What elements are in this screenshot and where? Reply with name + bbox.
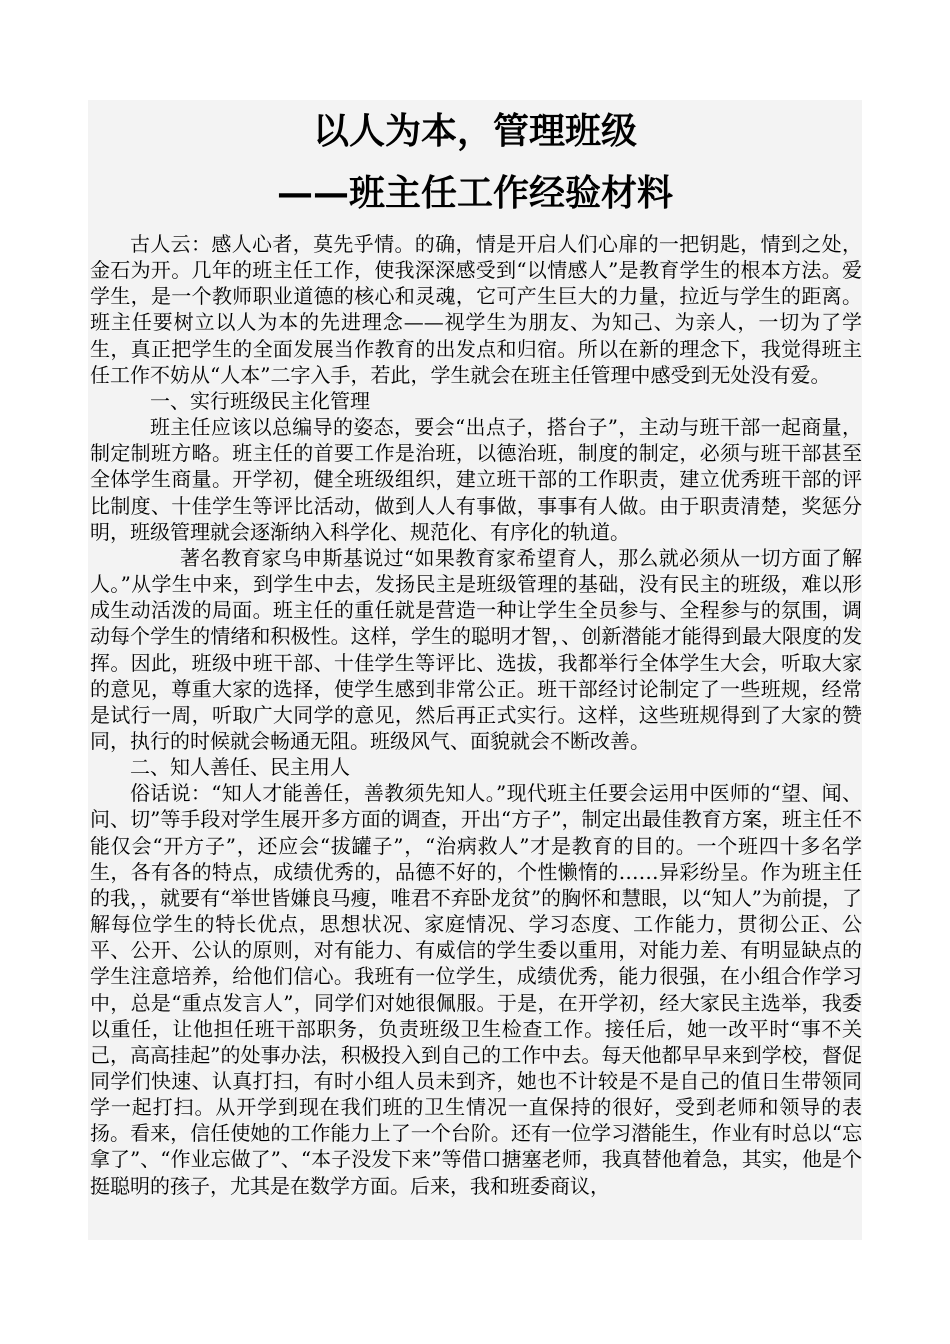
section-2-paragraph-1: 俗话说：“知人才能善任，善教须先知人。”现代班主任要会运用中医师的“望、闻、问、切”等手段对学生展开多方面的调查，开出“方子”，制定出最佳教育方案，班主任不能仅会“开方子”，还应会“拔罐子”，“治病救人”才是教育的目的。一个班四十多名学生，各有各的特点，成绩优秀的，品德不好的，个性懒惰的……异彩纷呈。作为班主任的我，，就要有“举世皆嫌良马瘦，唯君不弃卧龙贫”的胸怀和慧眼，以“知人”为前提，了解每位学生的特长优点，思想状况、家庭情况、学习态度、工作能力，贯彻公正、公平、公开、公认的原则，对有能力、有威信的学生委以重用，对能力差、有明显缺点的学生注意培养，给他们信心。我班有一位学生，成绩优秀，能力很强，在小组合作学习中，总是“重点发言人”，同学们对她很佩服。于是，在开学初，经大家民主选举，我委以重任，让他担任班干部职务，负责班级卫生检查工作。接任后，她一改平时“事不关己，高高挂起”的处事办法，积极投入到自己的工作中去。每天他都早早来到学校，督促同学们快速、认真打扫，有时小组人员未到齐，她也不计较是不是自己的值日生带领同学一起打扫。从开学到现在我们班的卫生情况一直保持的很好，受到老师和领导的表扬。看来，信任使她的工作能力上了一个台阶。还有一位学习潜能生，作业有时总以“忘拿了”、“作业忘做了”、“本子没发下来”等借口搪塞老师，我真替他着急，其实，他是个挺聪明的孩子，尤其是在数学方面。后来，我和班委商议， (90, 781, 862, 1198)
document-subtitle: ——班主任工作经验材料 (276, 172, 673, 214)
section-1-paragraph-1: 班主任应该以总编导的姿态，要会“出点子，搭台子”，主动与班干部一起商量，制定制班方略。班主任的首要工作是治班，以德治班，制度的制定，必须与班干部甚至全体学生商量。开学初，健全班级组织，建立班干部的工作职责，建立优秀班干部的评比制度、十佳学生等评比活动，做到人人有事做，事事有人做。由于职责清楚，奖惩分明，班级管理就会逐渐纳入科学化、规范化、有序化的轨道。 (90, 415, 862, 544)
section-1-paragraph-2: 著名教育家乌申斯基说过“如果教育家希望育人，那么就必须从一切方面了解人。”从学生中来，到学生中去，发扬民主是班级管理的基础，没有民主的班级，难以形成生动活泼的局面。班主任的重任就是营造一种让学生全员参与、全程参与的氛围，调动每个学生的情绪和积极性。这样，学生的聪明才智，、创新潜能才能得到最大限度的发挥。因此，班级中班干部、十佳学生等评比、选拔，我都举行全体学生大会，听取大家的意见，尊重大家的选择，使学生感到非常公正。班干部经讨论制定了一些班规，经常是试行一周，听取广大同学的意见，然后再正式实行。这样，这些班规得到了大家的赞同，执行的时候就会畅通无阻。班级风气、面貌就会不断改善。 (90, 545, 862, 753)
section-heading-2: 二、知人善任、民主用人 (130, 755, 350, 780)
intro-paragraph: 古人云：感人心者，莫先乎情。的确，情是开启人们心扉的一把钥匙，情到之处，金石为开。几年的班主任工作，使我深深感受到“以情感人”是教育学生的根本方法。爱学生，是一个教师职业道德的核心和灵魂，它可产生巨大的力量，拉近与学生的距离。班主任要树立以人为本的先进理念——视学生为朋友、为知己、为亲人，一切为了学生，真正把学生的全面发展当作教育的出发点和归宿。所以在新的理念下，我觉得班主任工作不妨从“人本”二字入手，若此，学生就会在班主任管理中感受到无处没有爱。 (90, 232, 862, 387)
section-heading-1: 一、实行班级民主化管理 (150, 388, 370, 413)
document-body (90, 231, 862, 1199)
document-title: 以人为本，管理班级 (312, 110, 637, 152)
